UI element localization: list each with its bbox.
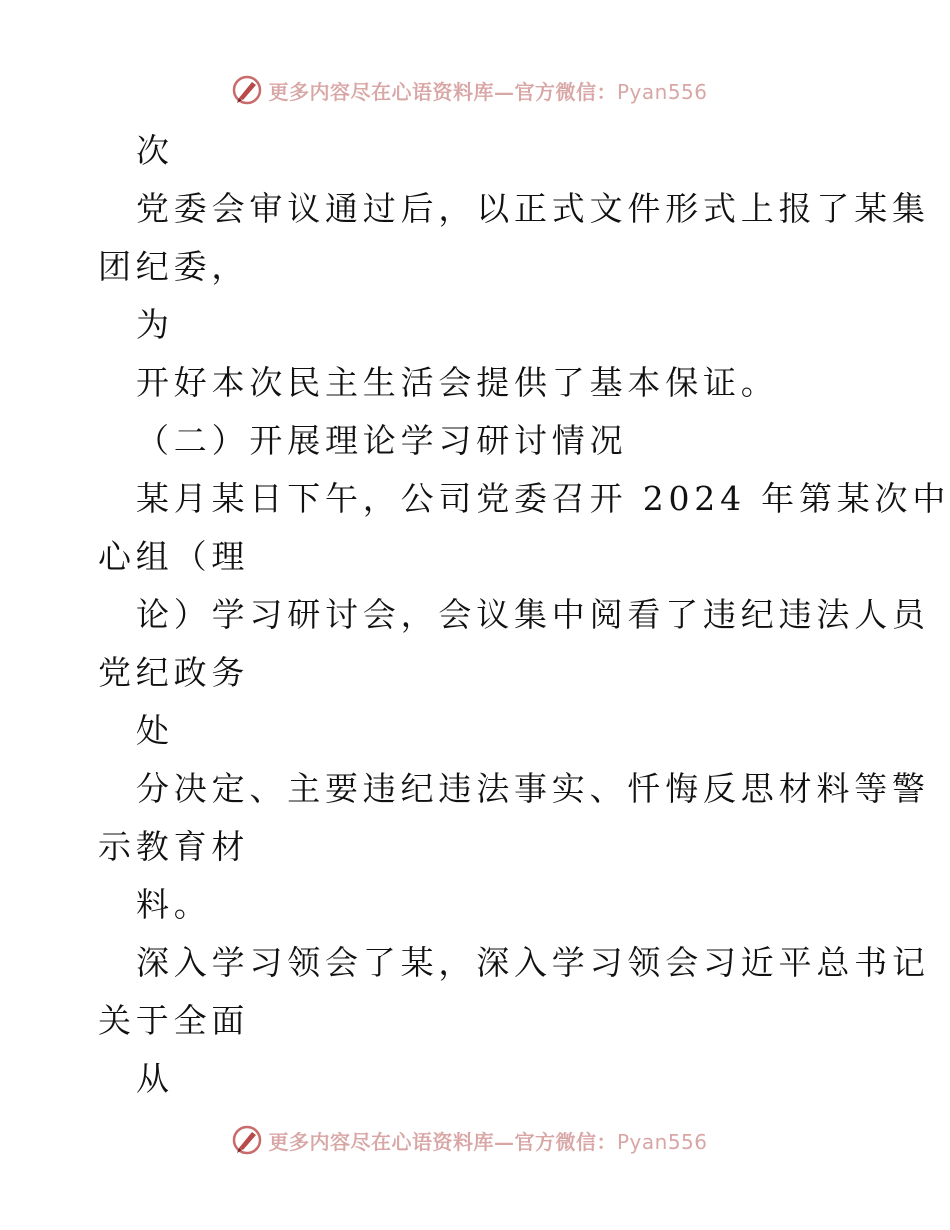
text-line: 从: [136, 1059, 174, 1098]
text-line: 处: [136, 711, 174, 750]
text-line: 次: [136, 131, 174, 170]
header-banner: [0, 70, 950, 110]
pen-logo-icon: [230, 73, 264, 107]
text-line: 团纪委，: [98, 247, 250, 286]
banner-slogan: 更多内容尽在心语资料库—官方微信：: [268, 1129, 617, 1154]
text-line: 料。: [136, 885, 212, 924]
banner-slogan: 更多内容尽在心语资料库—官方微信：: [268, 79, 617, 104]
text-line: 关于全面: [98, 1001, 250, 1040]
banner-account: Pyan556: [616, 1129, 708, 1154]
pen-logo-icon: [230, 1123, 264, 1157]
text-line: 论）学习研讨会，会议集中阅看了违纪违法人员: [136, 595, 930, 634]
footer-banner: [0, 1120, 950, 1160]
text-line: 示教育材: [98, 827, 250, 866]
text-line: 心组（理: [98, 537, 250, 576]
text-line: 开好本次民主生活会提供了基本保证。: [136, 363, 779, 402]
text-line: 党纪政务: [98, 653, 250, 692]
text-line: 深入学习领会了某，深入学习领会习近平总书记: [136, 943, 930, 982]
banner-account: Pyan556: [616, 79, 708, 104]
text-line: 党委会审议通过后，以正式文件形式上报了某集: [136, 189, 930, 228]
document-body: [98, 122, 950, 1108]
text-line: 某月某日下午，公司党委召开 2024 年第某次中: [136, 479, 950, 518]
section-heading: （二）开展理论学习研讨情况: [136, 421, 628, 460]
banner-text: [268, 1126, 707, 1155]
banner-text: [268, 76, 707, 105]
text-line: 分决定、主要违纪违法事实、忏悔反思材料等警: [136, 769, 930, 808]
text-line: 为: [136, 305, 174, 344]
